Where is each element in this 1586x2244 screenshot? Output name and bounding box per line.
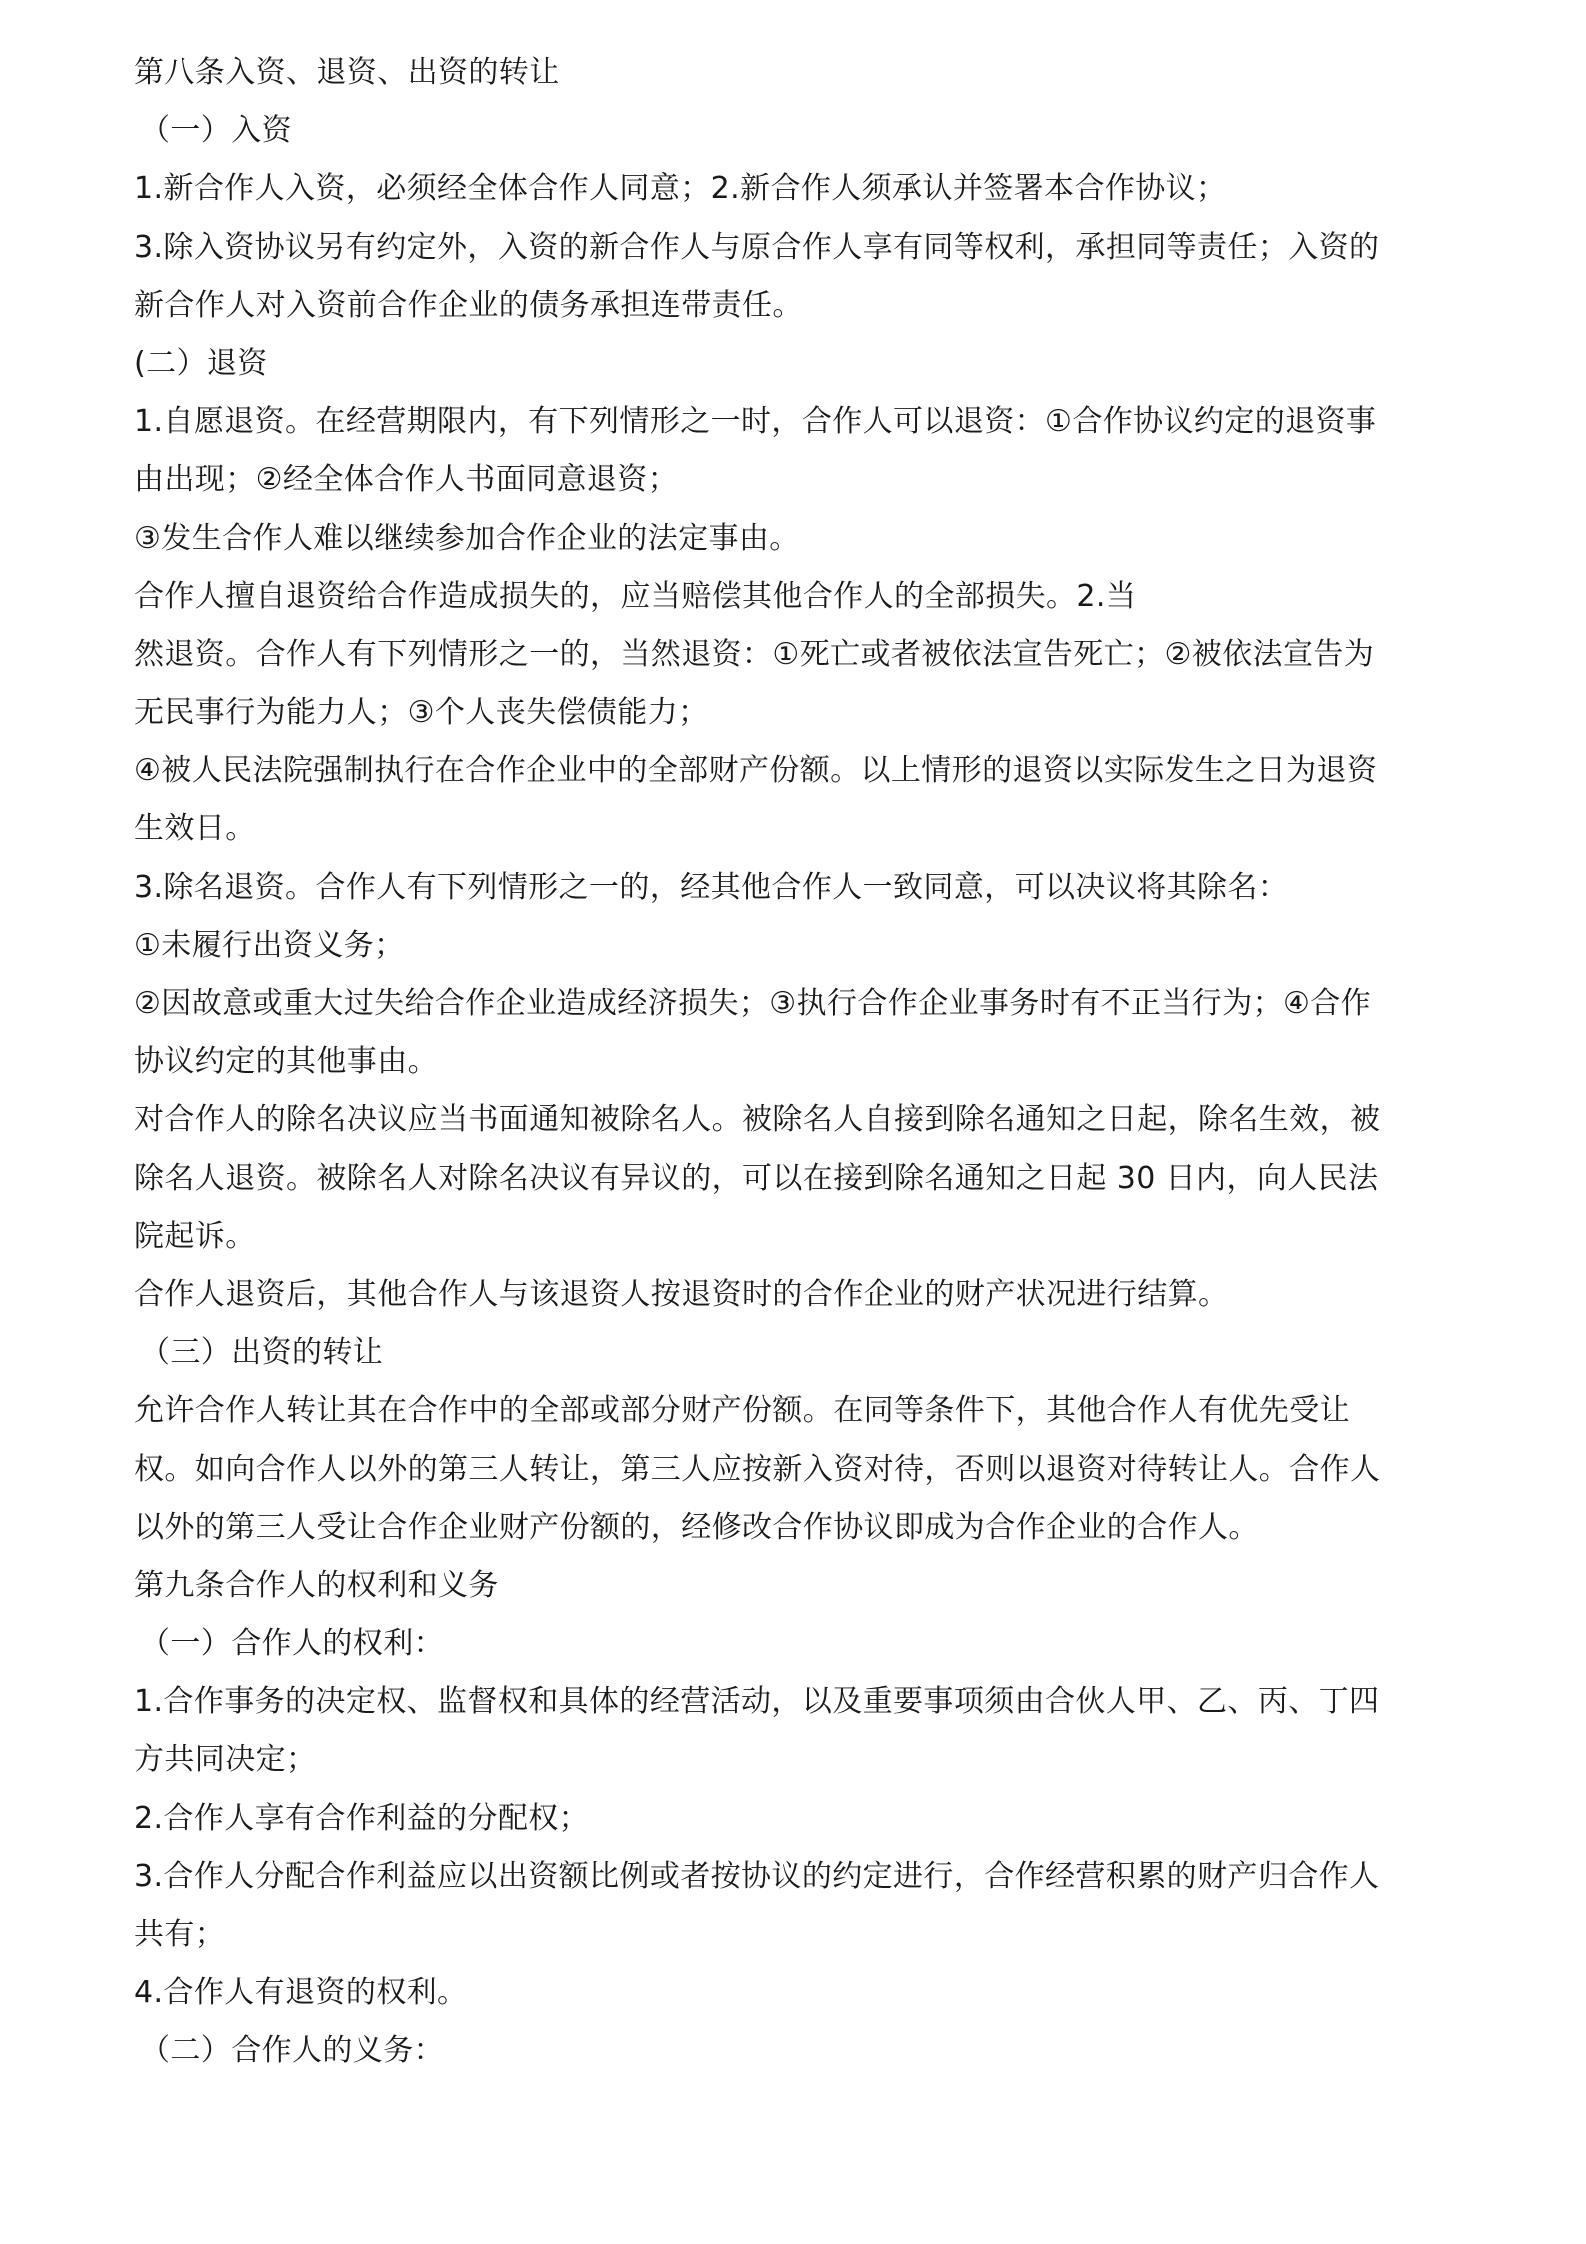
paragraph-line: 协议约定的其他事由。: [134, 1044, 438, 1080]
paragraph-line: 允许合作人转让其在合作中的全部或部分财产份额。在同等条件下，其他合作人有优先受让: [134, 1393, 1350, 1429]
paragraph-line: 1.新合作人入资，必须经全体合作人同意；2.新合作人须承认并签署本合作协议；: [134, 171, 1227, 207]
paragraph-line: 新合作人对入资前合作企业的债务承担连带责任。: [134, 287, 803, 323]
section-heading-partner-obligations: （二）合作人的义务：: [140, 2033, 444, 2069]
paragraph-line: 生效日。: [134, 811, 256, 847]
paragraph-line: 无民事行为能力人；③个人丧失偿债能力；: [134, 695, 709, 731]
paragraph-line: ③发生合作人难以继续参加合作企业的法定事由。: [134, 520, 800, 556]
paragraph-line: ②因故意或重大过失给合作企业造成经济损失；③执行合作企业事务时有不正当行为；④合作: [134, 986, 1372, 1021]
paragraph-line: 对合作人的除名决议应当书面通知被除名人。被除名人自接到除名通知之日起，除名生效，被: [134, 1102, 1381, 1138]
paragraph-line: 4.合作人有退资的权利。: [134, 1975, 468, 2011]
section-heading-partner-rights: （一）合作人的权利：: [140, 1626, 444, 1662]
paragraph-line: 方共同决定；: [134, 1742, 317, 1778]
article-9-heading: 第九条合作人的权利和义务: [134, 1567, 499, 1603]
section-heading-capital-entry: （一）入资: [140, 113, 292, 149]
paragraph-line: 然退资。合作人有下列情形之一的，当然退资：①死亡或者被依法宣告死亡；②被依法宣告为: [134, 636, 1375, 672]
document-body: [134, 44, 1464, 2081]
section-heading-capital-transfer: （三）出资的转让: [140, 1335, 384, 1371]
paragraph-line: ①未履行出资义务；: [134, 927, 405, 963]
paragraph-line: 由出现；②经全体合作人书面同意退资；: [134, 462, 679, 498]
paragraph-line: 1.合作事务的决定权、监督权和具体的经营活动，以及重要事项须由合伙人甲、乙、丙、丁四: [134, 1684, 1380, 1720]
paragraph-line: 3.除入资协议另有约定外，入资的新合作人与原合作人享有同等权利，承担同等责任；入资的: [134, 229, 1380, 265]
paragraph-line: 3.除名退资。合作人有下列情形之一的，经其他合作人一致同意，可以决议将其除名：: [134, 869, 1289, 905]
paragraph-line: 2.合作人享有合作利益的分配权；: [134, 1800, 590, 1836]
paragraph-line: 共有；: [134, 1917, 226, 1952]
paragraph-line: 权。如向合作人以外的第三人转让，第三人应按新入资对待，否则以退资对待转让人。合作人: [134, 1451, 1381, 1487]
paragraph-line: 合作人退资后，其他合作人与该退资人按退资时的合作企业的财产状况进行结算。: [134, 1276, 1229, 1312]
paragraph-line: 3.合作人分配合作利益应以出资额比例或者按协议的约定进行，合作经营积累的财产归合作人: [134, 1858, 1380, 1894]
paragraph-line: 院起诉。: [134, 1218, 256, 1254]
section-heading-capital-withdrawal: (二）退资: [134, 345, 268, 381]
paragraph-line: ④被人民法院强制执行在合作企业中的全部财产份额。以上情形的退资以实际发生之日为退资: [134, 753, 1378, 789]
paragraph-line: 1.自愿退资。在经营期限内，有下列情形之一时，合作人可以退资：①合作协议约定的退资事: [134, 404, 1377, 440]
paragraph-line: 除名人退资。被除名人对除名决议有异议的，可以在接到除名通知之日起 30 日内，向人民法: [134, 1160, 1379, 1196]
paragraph-line: 合作人擅自退资给合作造成损失的，应当赔偿其他合作人的全部损失。2.当: [134, 578, 1137, 614]
article-8-heading: 第八条入资、退资、出资的转让: [134, 55, 560, 90]
paragraph-line: 以外的第三人受让合作企业财产份额的，经修改合作协议即成为合作企业的合作人。: [134, 1509, 1259, 1545]
